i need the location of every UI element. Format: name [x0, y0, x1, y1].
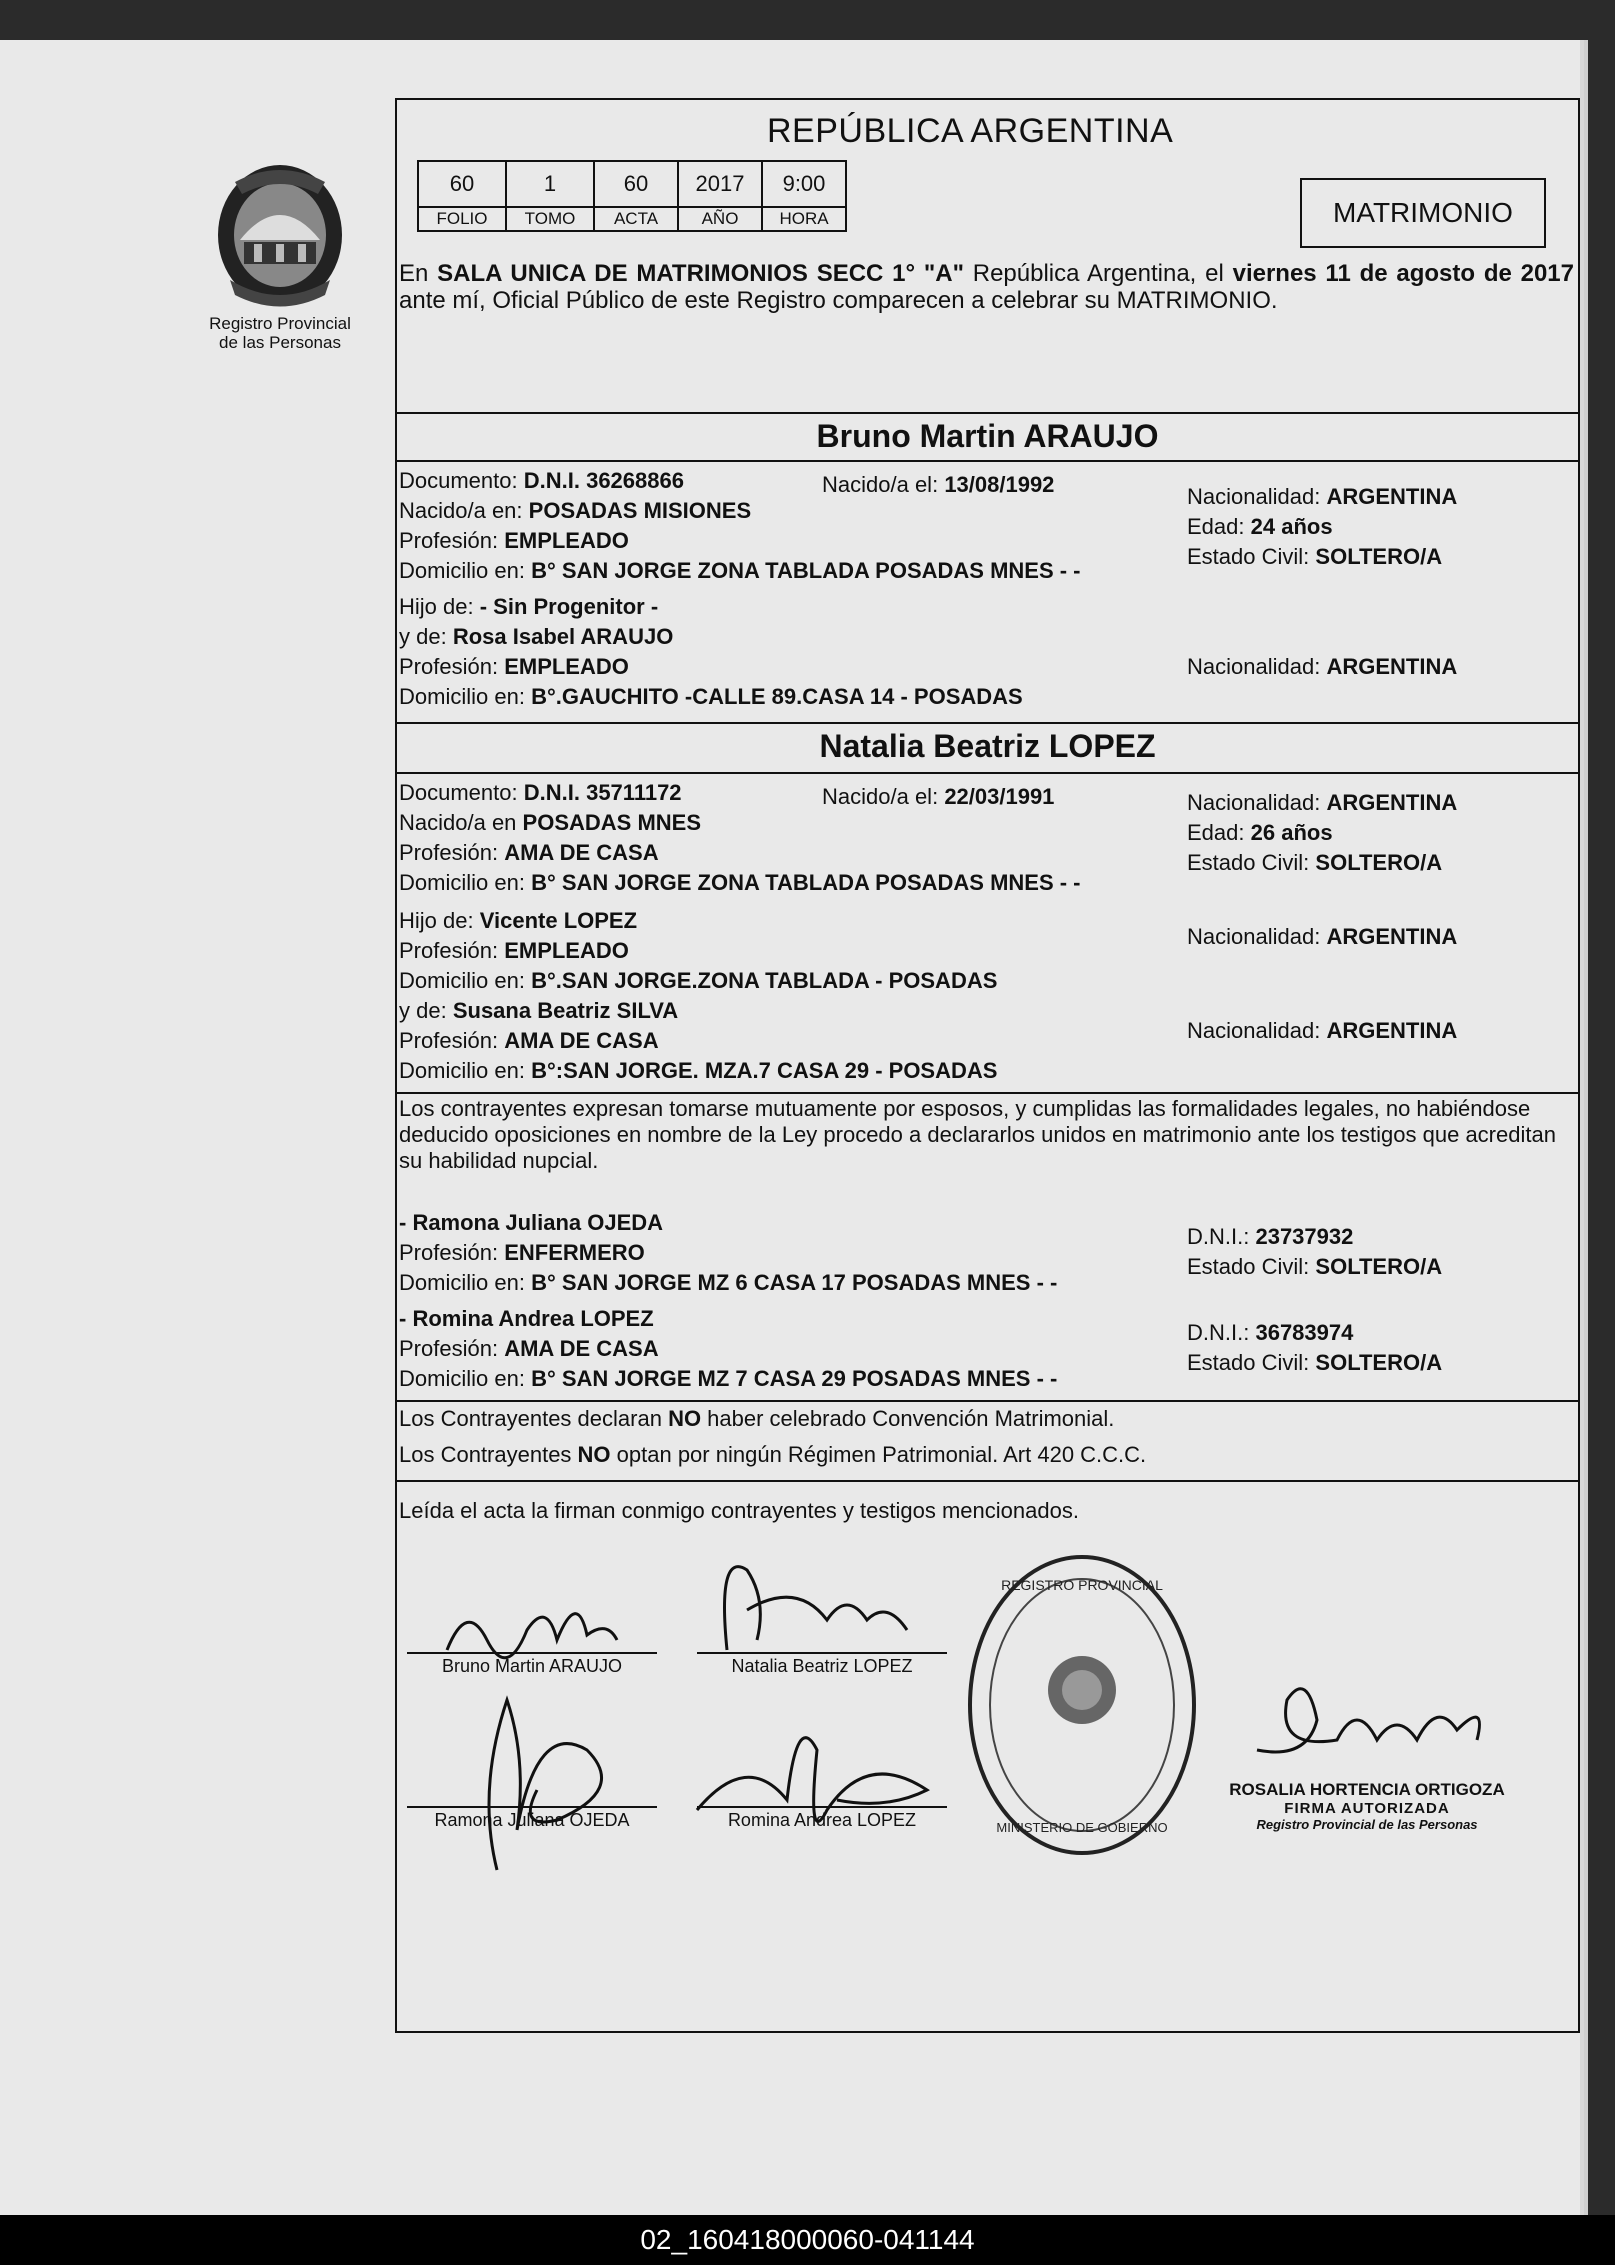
bride-name: Natalia Beatriz LOPEZ [819, 728, 1156, 764]
bride-father: Hijo de: Vicente LOPEZ [399, 908, 638, 933]
bride-document: Documento: D.N.I. 35711172 [399, 780, 682, 805]
signature-scribble-2 [707, 1540, 927, 1660]
divider [395, 772, 1580, 774]
tomo-label: TOMO [506, 207, 594, 231]
signer-name: ROSALIA HORTENCIA ORTIGOZA [1229, 1780, 1505, 1799]
groom-profession: Profesión: EMPLEADO [399, 528, 629, 553]
witness-1-address: Domicilio en: B° SAN JORGE MZ 6 CASA 17 POSADAS MNES - - [399, 1270, 1058, 1295]
closing-text: Leída el acta la firman conmigo contrayentes y testigos mencionados. [399, 1498, 1079, 1523]
acta-value: 60 [594, 161, 678, 207]
bride-father-nationality: Nacionalidad: ARGENTINA [1187, 924, 1458, 949]
reference-table [417, 160, 847, 232]
registry-logo [200, 160, 360, 352]
groom-birth-place: Nacido/a en: POSADAS MISIONES [399, 498, 752, 523]
convention-statement: Los Contrayentes declaran NO haber celebrado Convención Matrimonial. [399, 1406, 1115, 1431]
groom-civil-status: Estado Civil: SOLTERO/A [1187, 544, 1443, 569]
provincia-misiones-emblem-icon [210, 160, 350, 310]
official-seal-icon [962, 1550, 1202, 1860]
signature-line [407, 1806, 657, 1808]
witness-2-address: Domicilio en: B° SAN JORGE MZ 7 CASA 29 POSADAS MNES - - [399, 1366, 1058, 1391]
country-title: REPÚBLICA ARGENTINA [767, 112, 1174, 150]
divider [395, 412, 1580, 414]
svg-text:MINISTERIO DE GOBIERNO: MINISTERIO DE GOBIERNO [996, 1820, 1168, 1835]
intro-paragraph: En SALA UNICA DE MATRIMONIOS SECC 1° "A" República Argentina, el viernes 11 de agosto de 2017 ante mí, Oficial Público de este Registro comparecen a celebrar su MATRIMONIO. [399, 260, 1574, 314]
signature-name-3: Ramona Juliana OJEDA [434, 1810, 630, 1830]
divider [395, 1480, 1580, 1482]
groom-document: Documento: D.N.I. 36268866 [399, 468, 684, 493]
signature-line [697, 1806, 947, 1808]
witness-2-dni: D.N.I.: 36783974 [1187, 1320, 1354, 1345]
groom-birth-date: Nacido/a el: 13/08/1992 [822, 472, 1055, 497]
signature-scribble-3 [437, 1680, 637, 1880]
signature-name-1: Bruno Martin ARAUJO [441, 1656, 623, 1676]
scan-id-footer: 02_160418000060-041144 [0, 2215, 1615, 2265]
divider [395, 722, 1580, 724]
signature-scribble-4 [687, 1690, 947, 1860]
divider [395, 460, 1580, 462]
divider [395, 1092, 1580, 1094]
groom-mother-profession: Profesión: EMPLEADO [399, 654, 629, 679]
witness-1-dni: D.N.I.: 23737932 [1187, 1224, 1354, 1249]
hour-value: 9:00 [762, 161, 846, 207]
bride-nationality: Nacionalidad: ARGENTINA [1187, 790, 1458, 815]
certificate-frame [395, 98, 1580, 2033]
signature-line [697, 1652, 947, 1654]
bride-mother: y de: Susana Beatriz SILVA [399, 998, 679, 1023]
groom-mother-address: Domicilio en: B°.GAUCHITO -CALLE 89.CASA 14 - POSADAS [399, 684, 1023, 709]
groom-nationality: Nacionalidad: ARGENTINA [1187, 484, 1458, 509]
authority-signature-scribble [1247, 1660, 1507, 1780]
witness-2-name: - Romina Andrea LOPEZ [399, 1306, 654, 1331]
groom-address: Domicilio en: B° SAN JORGE ZONA TABLADA POSADAS MNES - - [399, 558, 1081, 583]
bride-mother-nationality: Nacionalidad: ARGENTINA [1187, 1018, 1458, 1043]
folio-value: 60 [418, 161, 506, 207]
bride-birth-place: Nacido/a en POSADAS MNES [399, 810, 702, 835]
witness-1-civil-status: Estado Civil: SOLTERO/A [1187, 1254, 1443, 1279]
bride-mother-address: Domicilio en: B°:SAN JORGE. MZA.7 CASA 29 - POSADAS [399, 1058, 998, 1083]
record-type-box: MATRIMONIO [1300, 178, 1546, 248]
witness-2-civil-status: Estado Civil: SOLTERO/A [1187, 1350, 1443, 1375]
signature-name-4: Romina Andrea LOPEZ [727, 1810, 917, 1830]
year-label: AÑO [678, 207, 762, 231]
witness-1-profession: Profesión: ENFERMERO [399, 1240, 645, 1265]
tomo-value: 1 [506, 161, 594, 207]
folio-label: FOLIO [418, 207, 506, 231]
signer-role: FIRMA AUTORIZADA [1284, 1800, 1450, 1817]
divider [395, 1400, 1580, 1402]
bride-father-address: Domicilio en: B°.SAN JORGE.ZONA TABLADA - POSADAS [399, 968, 998, 993]
signer-office: Registro Provincial de las Personas [1256, 1817, 1478, 1832]
svg-text:REGISTRO PROVINCIAL: REGISTRO PROVINCIAL [1001, 1577, 1163, 1593]
declaration-text: Los contrayentes expresan tomarse mutuamente por esposos, y cumplidas las formalidades legales, no habiéndose deducido oposiciones en nombre de la Ley procedo a declararlos unidos en matrimonio ante los testigos que acreditan su habilidad nupcial. [399, 1096, 1556, 1173]
registry-name: Registro Provincial de las Personas [209, 314, 351, 352]
groom-mother-nationality: Nacionalidad: ARGENTINA [1187, 654, 1458, 679]
document-page [0, 40, 1580, 2215]
bride-birth-date: Nacido/a el: 22/03/1991 [822, 784, 1055, 809]
groom-father: Hijo de: - Sin Progenitor - [399, 594, 659, 619]
bride-profession: Profesión: AMA DE CASA [399, 840, 659, 865]
bride-address: Domicilio en: B° SAN JORGE ZONA TABLADA POSADAS MNES - - [399, 870, 1081, 895]
ceremony-date: viernes 11 de agosto de 2017 [1232, 260, 1574, 287]
acta-label: ACTA [594, 207, 678, 231]
witness-2-profession: Profesión: AMA DE CASA [399, 1336, 659, 1361]
groom-name: Bruno Martin ARAUJO [816, 418, 1159, 454]
hour-label: HORA [762, 207, 846, 231]
authorized-signer [1227, 1780, 1507, 1832]
regime-statement: Los Contrayentes NO optan por ningún Régimen Patrimonial. Art 420 C.C.C. [399, 1442, 1147, 1467]
bride-father-profession: Profesión: EMPLEADO [399, 938, 629, 963]
signature-name-2: Natalia Beatriz LOPEZ [731, 1656, 913, 1676]
groom-mother: y de: Rosa Isabel ARAUJO [399, 624, 674, 649]
bride-civil-status: Estado Civil: SOLTERO/A [1187, 850, 1443, 875]
groom-age: Edad: 24 años [1187, 514, 1333, 539]
bride-mother-profession: Profesión: AMA DE CASA [399, 1028, 659, 1053]
ceremony-place: SALA UNICA DE MATRIMONIOS SECC 1° "A" [437, 260, 964, 287]
witness-1-name: - Ramona Juliana OJEDA [399, 1210, 664, 1235]
year-value: 2017 [678, 161, 762, 207]
bride-age: Edad: 26 años [1187, 820, 1333, 845]
signature-line [407, 1652, 657, 1654]
